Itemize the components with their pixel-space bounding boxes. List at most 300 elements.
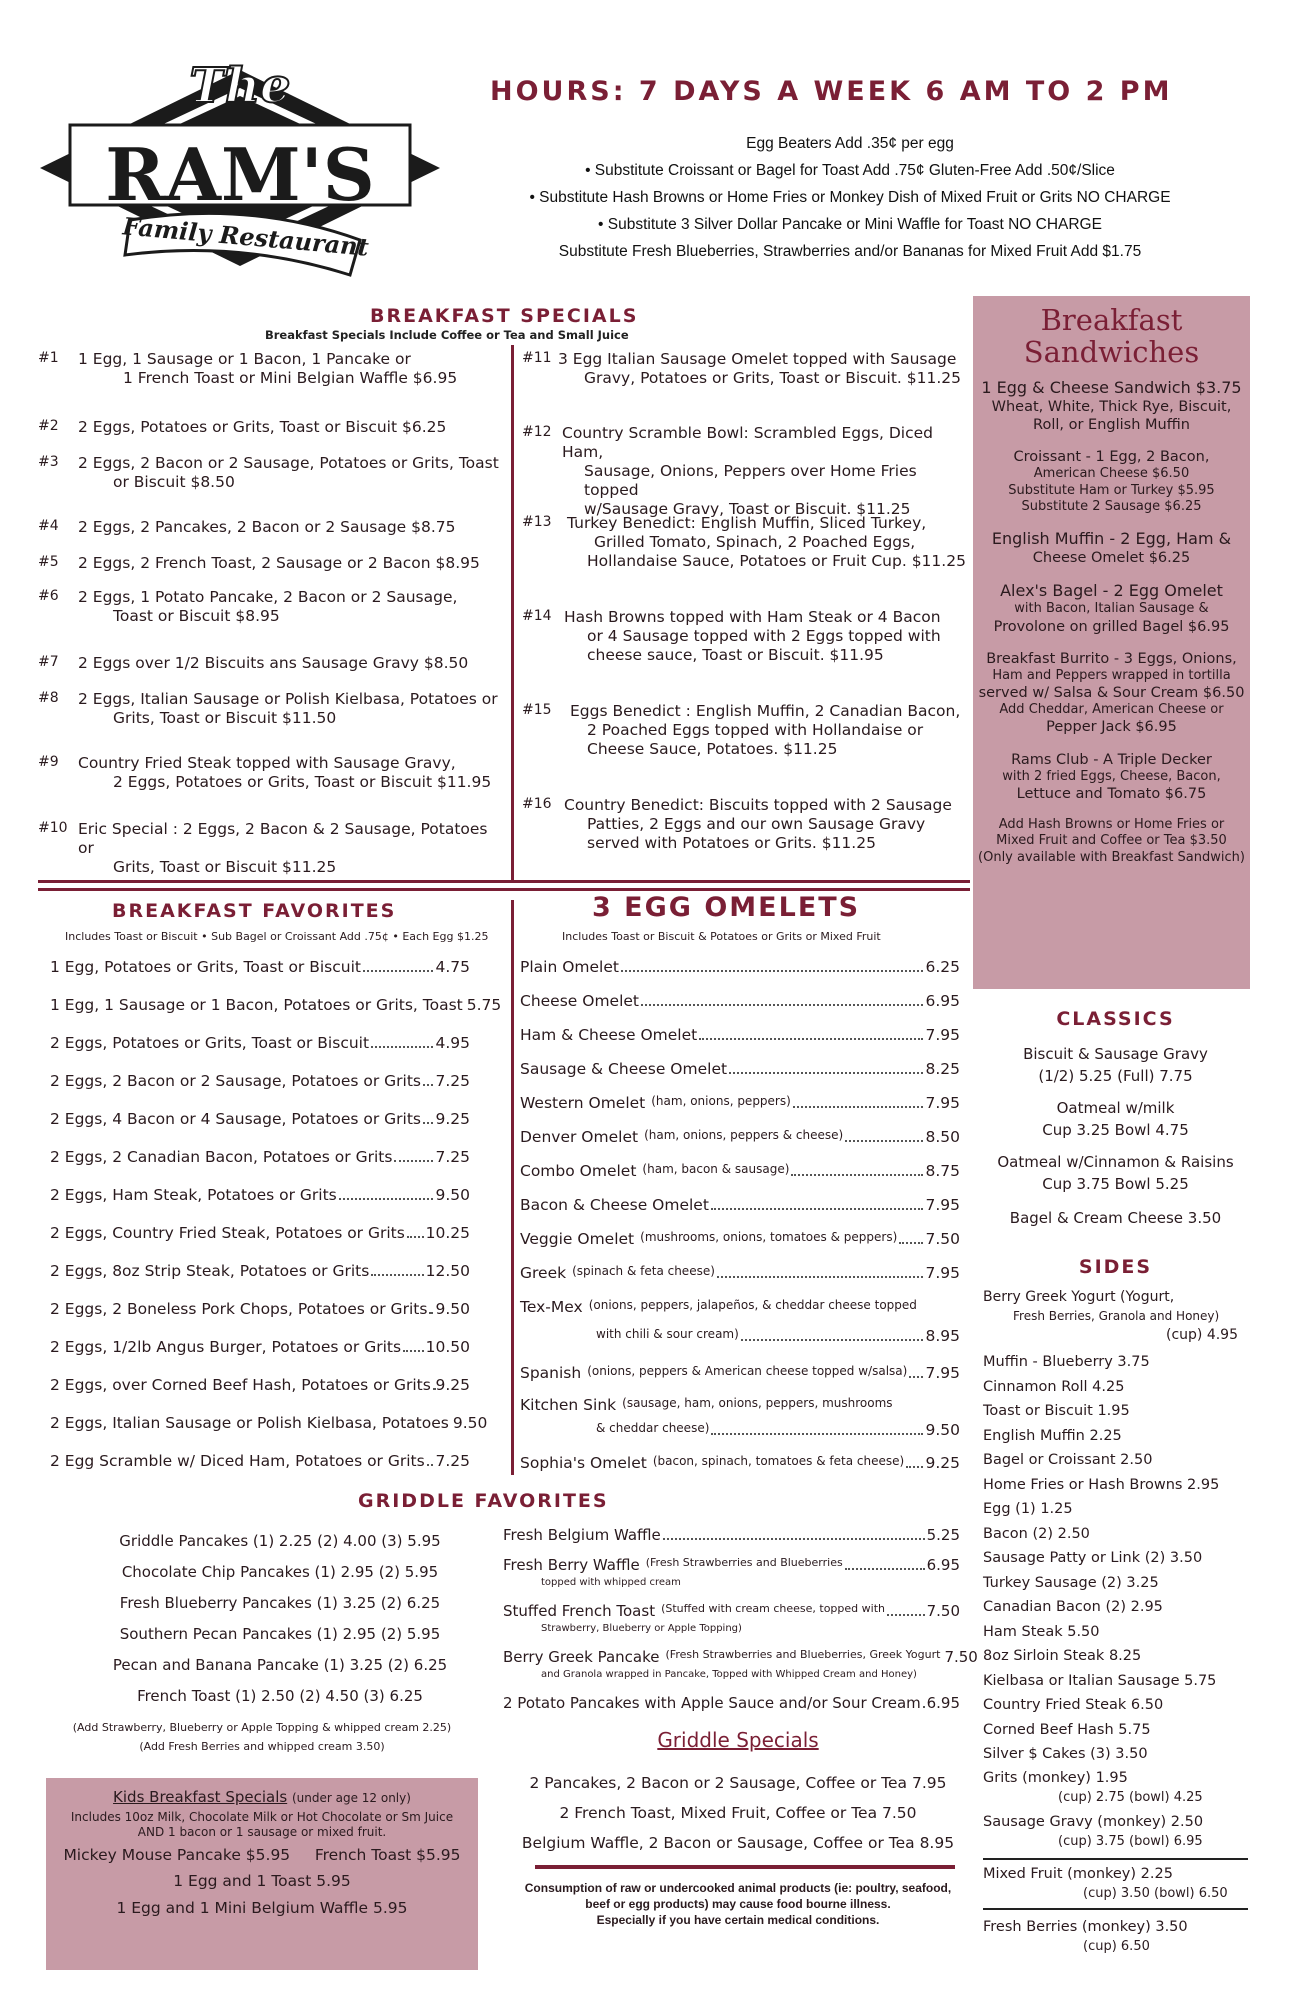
side-item: Corned Beef Hash 5.75 bbox=[983, 1721, 1151, 1738]
side-item: Canadian Bacon (2) 2.95 bbox=[983, 1599, 1163, 1615]
favorite-price: 4.75 bbox=[435, 958, 470, 976]
griddle-price: 5.25 bbox=[926, 1526, 960, 1544]
griddle-row bbox=[503, 1602, 960, 1623]
griddle-line: Pecan and Banana Pancake (1) 3.25 (2) 6.25 bbox=[112, 1656, 448, 1674]
sandwiches-title bbox=[973, 304, 1250, 368]
omelet-name: Greek bbox=[520, 1264, 567, 1282]
special-item bbox=[522, 514, 972, 571]
griddle-price: 7.50 bbox=[926, 1602, 960, 1620]
griddle-desc: Strawberry, Blueberry or Apple Topping) bbox=[541, 1623, 742, 1634]
leader-dots bbox=[371, 1034, 433, 1048]
omelet-row bbox=[520, 1421, 960, 1442]
omelets-title: 3 EGG OMELETS bbox=[592, 892, 861, 923]
favorite-name: 2 Eggs, 1/2lb Angus Burger, Potatoes or Grits bbox=[50, 1338, 402, 1356]
breakfast-specials-title: BREAKFAST SPECIALS bbox=[370, 305, 639, 327]
special-item bbox=[522, 796, 972, 853]
omelet-price: 7.95 bbox=[925, 1196, 960, 1214]
leader-dots bbox=[371, 1262, 423, 1276]
favorites-title: BREAKFAST FAVORITES bbox=[112, 900, 397, 922]
side-item: Toast or Biscuit 1.95 bbox=[983, 1403, 1130, 1419]
special-num: #1 bbox=[38, 350, 59, 366]
special-text: Grilled Tomato, Spinach, 2 Poached Eggs, bbox=[594, 532, 916, 551]
griddle-price: 7.50 bbox=[944, 1648, 978, 1666]
special-num: #6 bbox=[38, 588, 59, 604]
favorite-name: 1 Egg, 1 Sausage or 1 Bacon, Potatoes or Grits, Toast bbox=[50, 996, 463, 1014]
warning-line: Consumption of raw or undercooked animal products (ie: poultry, seafood, bbox=[524, 1881, 952, 1895]
griddle-specials-title: Griddle Specials bbox=[657, 1728, 819, 1752]
center-divider bbox=[511, 900, 514, 1475]
sandwich-line: Substitute Ham or Turkey $5.95 bbox=[1008, 482, 1215, 498]
warning-rule bbox=[535, 1865, 955, 1869]
special-text: 2 Eggs over 1/2 Biscuits ans Sausage Gravy $8.50 bbox=[78, 654, 469, 672]
favorite-price: 5.75 bbox=[466, 996, 502, 1014]
side-item: Kielbasa or Italian Sausage 5.75 bbox=[983, 1672, 1217, 1689]
sandwich-line: (Only available with Breakfast Sandwich) bbox=[978, 849, 1245, 865]
kids-item: Mickey Mouse Pancake $5.95 bbox=[63, 1845, 291, 1864]
leader-dots bbox=[711, 1196, 924, 1210]
sandwich-line: with 2 fried Eggs, Cheese, Bacon, bbox=[1002, 768, 1221, 784]
favorite-item bbox=[50, 1338, 470, 1376]
sandwich-line: Mixed Fruit and Coffee or Tea $3.50 bbox=[996, 833, 1227, 849]
omelet-name: Combo Omelet bbox=[520, 1162, 637, 1180]
omelet-item bbox=[520, 1396, 960, 1454]
sandwich-line: Lettuce and Tomato $6.75 bbox=[1016, 785, 1207, 802]
sides-grits bbox=[983, 1769, 1248, 1807]
leader-dots bbox=[621, 958, 924, 972]
leader-dots bbox=[741, 1327, 924, 1341]
restaurant-logo bbox=[30, 50, 450, 300]
sides-berries bbox=[983, 1918, 1248, 1956]
leader-dots bbox=[699, 1026, 923, 1040]
special-text: or 4 Sausage topped with 2 Eggs topped with bbox=[587, 626, 941, 645]
leader-dots bbox=[429, 1300, 433, 1314]
warning-line: Especially if you have certain medical conditions. bbox=[596, 1913, 880, 1927]
omelet-price: 7.95 bbox=[925, 1264, 960, 1282]
griddle-line: Chocolate Chip Pancakes (1) 2.95 (2) 5.95 bbox=[121, 1563, 439, 1581]
special-item bbox=[522, 702, 972, 759]
sides-line: Mixed Fruit (monkey) 2.25 bbox=[983, 1866, 1173, 1882]
special-num: #10 bbox=[38, 820, 68, 836]
griddle-item bbox=[503, 1648, 978, 1694]
special-text: cheese sauce, Toast or Biscuit. $11.95 bbox=[587, 645, 884, 664]
sides-rule bbox=[983, 1858, 1248, 1860]
omelet-price: 8.25 bbox=[925, 1060, 960, 1078]
special-item bbox=[522, 608, 972, 665]
sandwich-line: Substitute 2 Sausage $6.25 bbox=[1021, 498, 1202, 514]
specials-rule-bottom bbox=[38, 888, 970, 891]
sandwich-line: Alex's Bagel - 2 Egg Omelet bbox=[1000, 581, 1223, 601]
griddle-row bbox=[503, 1556, 960, 1577]
favorite-name: 2 Eggs, 8oz Strip Steak, Potatoes or Grits bbox=[50, 1262, 370, 1280]
warning-line: beef or egg products) may cause food bourne illness. bbox=[585, 1897, 891, 1911]
leader-dots bbox=[363, 958, 434, 972]
logo-the: The bbox=[189, 58, 291, 114]
sides-gravy bbox=[983, 1813, 1248, 1851]
favorite-name: 2 Eggs, 2 Bacon or 2 Sausage, Potatoes or Grits bbox=[50, 1072, 421, 1090]
special-text: 2 Eggs, Potatoes or Grits, Toast or Biscuit $11.95 bbox=[113, 772, 492, 791]
griddle-desc: (Stuffed with cream cheese, topped with bbox=[661, 1602, 885, 1615]
classics-line: Cup 3.25 Bowl 4.75 bbox=[1042, 1121, 1189, 1139]
sandwich-item bbox=[973, 650, 1250, 737]
special-text: Eric Special : 2 Eggs, 2 Bacon & 2 Sausage, Potatoes or bbox=[78, 820, 488, 857]
side-item: Home Fries or Hash Browns 2.95 bbox=[983, 1476, 1220, 1493]
sub-line: • Substitute Hash Browns or Home Fries or Monkey Dish of Mixed Fruit or Grits NO CHARGE bbox=[529, 189, 1171, 206]
griddle-special: Belgium Waffle, 2 Bacon or Sausage, Coffee or Tea 8.95 bbox=[521, 1834, 955, 1852]
special-text: Eggs Benedict : English Muffin, 2 Canadian Bacon, bbox=[570, 702, 961, 720]
special-text: Patties, 2 Eggs and our own Sausage Gravy bbox=[587, 814, 926, 833]
griddle-right bbox=[503, 1526, 978, 1724]
leader-dots bbox=[791, 1162, 923, 1176]
griddle-notes bbox=[46, 1718, 478, 1756]
sandwich-item bbox=[973, 529, 1250, 567]
sandwich-add-note bbox=[973, 817, 1250, 866]
kids-line bbox=[46, 1846, 478, 1865]
favorites-note: Includes Toast or Biscuit • Sub Bagel or Croissant Add .75¢ • Each Egg $1.25 bbox=[65, 930, 489, 943]
omelet-desc: (spinach & feta cheese) bbox=[572, 1264, 715, 1278]
favorite-name: 2 Eggs, Ham Steak, Potatoes or Grits bbox=[50, 1186, 337, 1204]
favorite-item bbox=[50, 1148, 470, 1186]
omelet-price: 8.95 bbox=[925, 1326, 960, 1345]
kids-item: 1 Egg and 1 Mini Belgium Waffle 5.95 bbox=[116, 1899, 408, 1918]
classics-line: Oatmeal w/milk bbox=[1056, 1099, 1175, 1117]
kids-note: Includes 10oz Milk, Chocolate Milk or Hot Chocolate or Sm Juice bbox=[70, 1810, 454, 1825]
special-num: #4 bbox=[38, 518, 59, 534]
special-num: #5 bbox=[38, 554, 59, 570]
omelet-item bbox=[520, 1026, 960, 1060]
griddle-left bbox=[80, 1526, 480, 1712]
special-text: 2 Eggs, 2 Bacon or 2 Sausage, Potatoes or Grits, Toast bbox=[78, 454, 499, 472]
omelet-row bbox=[520, 1327, 960, 1348]
special-num: #7 bbox=[38, 654, 59, 670]
sandwich-item bbox=[973, 448, 1250, 515]
favorite-item bbox=[50, 1300, 470, 1338]
omelet-name: Spanish bbox=[520, 1364, 582, 1382]
favorite-item bbox=[50, 1034, 470, 1072]
omelet-name: Plain Omelet bbox=[520, 958, 619, 976]
favorite-item bbox=[50, 1376, 470, 1414]
special-item bbox=[38, 454, 508, 492]
leader-dots bbox=[663, 1526, 925, 1540]
leader-dots bbox=[403, 1338, 424, 1352]
logo-sub: Family Restaurant bbox=[121, 211, 370, 262]
side-item: Egg (1) 1.25 bbox=[983, 1501, 1073, 1517]
omelet-price: 6.25 bbox=[925, 958, 960, 976]
griddle-special: 2 French Toast, Mixed Fruit, Coffee or Tea 7.50 bbox=[559, 1804, 917, 1822]
griddle-desc: topped with whipped cream bbox=[541, 1577, 681, 1588]
hours-heading: HOURS: 7 DAYS A WEEK 6 AM TO 2 PM bbox=[490, 76, 1173, 107]
special-text: 2 Eggs, Potatoes or Grits, Toast or Biscuit $6.25 bbox=[78, 418, 447, 436]
griddle-item bbox=[503, 1526, 960, 1556]
sandwich-line: Provolone on grilled Bagel $6.95 bbox=[993, 618, 1230, 635]
omelet-item bbox=[520, 1230, 960, 1264]
special-text: Toast or Biscuit $8.95 bbox=[113, 606, 280, 625]
sides-line: (cup) 6.50 bbox=[1083, 1939, 1150, 1954]
leader-dots bbox=[906, 1454, 923, 1468]
sandwich-line: 1 Egg & Cheese Sandwich $3.75 bbox=[981, 378, 1242, 397]
special-text: Turkey Benedict: English Muffin, Sliced Turkey, bbox=[567, 514, 927, 532]
leader-dots bbox=[641, 992, 923, 1006]
favorite-price: 10.50 bbox=[425, 1338, 470, 1356]
griddle-row bbox=[503, 1648, 978, 1669]
sides-rule bbox=[983, 1908, 1248, 1910]
griddle-desc: (Fresh Strawberries and Blueberries bbox=[645, 1556, 843, 1569]
special-text: Grits, Toast or Biscuit $11.25 bbox=[113, 857, 337, 876]
omelet-name: Kitchen Sink bbox=[520, 1396, 617, 1414]
sub-line: • Substitute Croissant or Bagel for Toast Add .75¢ Gluten-Free Add .50¢/Slice bbox=[585, 162, 1115, 179]
classics-line: Oatmeal w/Cinnamon & Raisins bbox=[997, 1153, 1234, 1171]
side-item: 8oz Sirloin Steak 8.25 bbox=[983, 1648, 1142, 1664]
special-num: #16 bbox=[522, 796, 552, 812]
special-item bbox=[38, 350, 508, 388]
sides-line: Grits (monkey) 1.95 bbox=[983, 1770, 1128, 1786]
sub-line: Substitute Fresh Blueberries, Strawberries and/or Bananas for Mixed Fruit Add $1.75 bbox=[558, 243, 1142, 260]
sides-fruit bbox=[983, 1865, 1248, 1903]
sandwich-item bbox=[973, 751, 1250, 804]
favorite-name: 2 Eggs, 2 Canadian Bacon, Potatoes or Grits bbox=[50, 1148, 393, 1166]
leader-dots bbox=[729, 1060, 923, 1074]
omelet-price: 6.95 bbox=[925, 992, 960, 1010]
classics-title: CLASSICS bbox=[1056, 1008, 1175, 1030]
omelet-name: Western Omelet bbox=[520, 1094, 646, 1112]
favorite-price: 9.50 bbox=[435, 1186, 470, 1204]
omelet-desc: (onions, peppers, jalapeños, & cheddar cheese topped bbox=[588, 1298, 917, 1312]
special-text: or Biscuit $8.50 bbox=[113, 472, 235, 491]
special-num: #15 bbox=[522, 702, 552, 718]
favorite-price: 10.25 bbox=[425, 1224, 470, 1242]
griddle-row bbox=[503, 1694, 960, 1715]
special-item bbox=[38, 754, 508, 792]
side-item: Sausage Patty or Link (2) 3.50 bbox=[983, 1550, 1203, 1566]
special-item bbox=[38, 654, 508, 673]
omelet-price: 7.95 bbox=[925, 1364, 960, 1382]
griddle-specials-list bbox=[505, 1768, 971, 1858]
omelet-row bbox=[520, 1396, 960, 1415]
breakfast-specials-note: Breakfast Specials Include Coffee or Tea and Small Juice bbox=[265, 328, 629, 342]
omelet-item bbox=[520, 1060, 960, 1094]
kids-title-row bbox=[46, 1788, 478, 1806]
omelet-name: Veggie Omelet bbox=[520, 1230, 635, 1248]
favorite-item bbox=[50, 1186, 470, 1224]
omelet-desc: with chili & sour cream) bbox=[596, 1326, 739, 1341]
sandwich-line: Roll, or English Muffin bbox=[1033, 417, 1190, 434]
omelet-desc: (onions, peppers & American cheese topped w/salsa) bbox=[587, 1364, 908, 1378]
leader-dots bbox=[845, 1128, 923, 1142]
favorite-name: 2 Egg Scramble w/ Diced Ham, Potatoes or Grits bbox=[50, 1452, 425, 1470]
omelet-name: Tex-Mex bbox=[520, 1298, 583, 1316]
classics-list bbox=[983, 1043, 1248, 1229]
omelet-price: 7.50 bbox=[925, 1230, 960, 1248]
omelet-desc: (ham, onions, peppers) bbox=[651, 1094, 791, 1108]
kids-title: Kids Breakfast Specials bbox=[113, 1788, 288, 1806]
classics-line: Bagel & Cream Cheese 3.50 bbox=[1009, 1209, 1222, 1227]
logo-name: RAM'S bbox=[105, 132, 375, 217]
special-num: #3 bbox=[38, 454, 59, 470]
omelet-name: Bacon & Cheese Omelet bbox=[520, 1196, 709, 1214]
omelet-item bbox=[520, 1454, 960, 1486]
side-item: Cinnamon Roll 4.25 bbox=[983, 1378, 1125, 1395]
omelet-price: 8.50 bbox=[925, 1128, 960, 1146]
omelet-name: Cheese Omelet bbox=[520, 992, 640, 1010]
favorite-price: 7.25 bbox=[435, 1452, 470, 1470]
omelet-desc: (sausage, ham, onions, peppers, mushrooms bbox=[622, 1396, 893, 1410]
sides-line: Sausage Gravy (monkey) 2.50 bbox=[983, 1814, 1204, 1830]
special-text: Gravy, Potatoes or Grits, Toast or Biscuit. $11.25 bbox=[584, 368, 962, 387]
leader-dots bbox=[717, 1264, 924, 1278]
omelet-desc: (ham, onions, peppers & cheese) bbox=[644, 1128, 844, 1142]
favorite-price: 4.95 bbox=[435, 1034, 470, 1052]
griddle-title: GRIDDLE FAVORITES bbox=[358, 1490, 609, 1512]
sandwich-line: Rams Club - A Triple Decker bbox=[1011, 751, 1212, 768]
sandwich-item bbox=[973, 581, 1250, 635]
griddle-note: (Add Fresh Berries and whipped cream 3.50) bbox=[139, 1740, 385, 1753]
special-text: served with Potatoes or Grits. $11.25 bbox=[587, 833, 876, 852]
special-text: 2 Eggs, 2 French Toast, 2 Sausage or 2 Bacon $8.95 bbox=[78, 554, 480, 572]
sandwich-line: Ham and Peppers wrapped in tortilla bbox=[992, 667, 1231, 683]
griddle-desc: and Granola wrapped in Pancake, Topped with Whipped Cream and Honey) bbox=[541, 1669, 917, 1680]
favorite-name: 2 Eggs, Potatoes or Grits, Toast or Biscuit bbox=[50, 1034, 370, 1052]
omelet-price: 9.50 bbox=[925, 1420, 960, 1439]
leader-dots bbox=[407, 1224, 424, 1238]
sub-line: • Substitute 3 Silver Dollar Pancake or Mini Waffle for Toast NO CHARGE bbox=[598, 216, 1102, 233]
special-item bbox=[38, 690, 508, 728]
griddle-item bbox=[503, 1556, 960, 1602]
omelets-note: Includes Toast or Biscuit & Potatoes or Grits or Mixed Fruit bbox=[562, 930, 881, 943]
leader-dots bbox=[339, 1186, 434, 1200]
side-item: Ham Steak 5.50 bbox=[983, 1623, 1100, 1640]
favorite-price: 7.25 bbox=[435, 1148, 470, 1166]
griddle-name: Fresh Berry Waffle bbox=[503, 1556, 640, 1574]
sides-line: (cup) 2.75 (bowl) 4.25 bbox=[1058, 1790, 1203, 1805]
leader-dots bbox=[423, 1110, 434, 1124]
special-text: 2 Eggs, Italian Sausage or Polish Kielbasa, Potatoes or bbox=[78, 690, 498, 708]
griddle-price: 6.95 bbox=[926, 1556, 960, 1574]
favorite-price: 9.25 bbox=[435, 1376, 470, 1394]
griddle-note: (Add Strawberry, Blueberry or Apple Topping & whipped cream 2.25) bbox=[72, 1721, 452, 1734]
leader-dots bbox=[423, 1072, 434, 1086]
special-text: 3 Egg Italian Sausage Omelet topped with Sausage bbox=[558, 350, 957, 368]
sandwich-line: Wheat, White, Thick Rye, Biscuit, bbox=[991, 399, 1232, 415]
favorite-item bbox=[50, 1072, 470, 1110]
griddle-name: Berry Greek Pancake bbox=[503, 1648, 660, 1666]
leader-dots bbox=[887, 1602, 925, 1616]
special-item bbox=[38, 588, 508, 626]
griddle-line: French Toast (1) 2.50 (2) 4.50 (3) 6.25 bbox=[137, 1687, 423, 1705]
omelet-item bbox=[520, 1264, 960, 1298]
sub-line: Egg Beaters Add .35¢ per egg bbox=[746, 135, 954, 152]
sandwich-line: Cheese Omelet $6.25 bbox=[1032, 550, 1191, 567]
griddle-price: 6.95 bbox=[926, 1694, 960, 1712]
special-text: Country Fried Steak topped with Sausage Gravy, bbox=[78, 754, 456, 772]
kids-item: French Toast $5.95 bbox=[314, 1845, 461, 1864]
sandwich-item bbox=[973, 378, 1250, 434]
side-item: Country Fried Steak 6.50 bbox=[983, 1697, 1164, 1713]
kids-specials-box bbox=[46, 1778, 478, 1970]
specials-divider bbox=[511, 345, 514, 880]
special-text: Cheese Sauce, Potatoes. $11.25 bbox=[587, 739, 838, 758]
leader-dots bbox=[899, 1230, 923, 1244]
omelet-item bbox=[520, 1364, 960, 1396]
special-num: #14 bbox=[522, 608, 552, 624]
favorites-list bbox=[50, 958, 502, 1490]
griddle-line: Southern Pecan Pancakes (1) 2.95 (2) 5.95 bbox=[119, 1625, 441, 1643]
specials-rule-top bbox=[38, 880, 970, 883]
special-item bbox=[38, 418, 508, 437]
omelet-name: Ham & Cheese Omelet bbox=[520, 1026, 698, 1044]
favorite-name: 2 Eggs, Country Fried Steak, Potatoes or Grits bbox=[50, 1224, 405, 1242]
sandwich-line: Breakfast Burrito - 3 Eggs, Onions, bbox=[986, 650, 1237, 667]
leader-dots bbox=[923, 1694, 925, 1708]
sides-line: Fresh Berries (monkey) 3.50 bbox=[983, 1919, 1188, 1935]
special-text: Hash Browns topped with Ham Steak or 4 Bacon bbox=[564, 608, 941, 626]
omelet-price: 7.95 bbox=[925, 1094, 960, 1112]
omelet-price: 8.75 bbox=[925, 1162, 960, 1180]
omelet-desc: (ham, bacon & sausage) bbox=[642, 1162, 790, 1176]
griddle-name: Fresh Belgium Waffle bbox=[503, 1526, 661, 1544]
omelet-item bbox=[520, 1298, 960, 1364]
omelet-item bbox=[520, 992, 960, 1026]
sides-line: Berry Greek Yogurt (Yogurt, bbox=[983, 1289, 1175, 1305]
sandwiches-box bbox=[973, 296, 1250, 989]
sides-line: (cup) 3.75 (bowl) 6.95 bbox=[1058, 1834, 1203, 1849]
leader-dots bbox=[845, 1556, 925, 1570]
special-num: #2 bbox=[38, 418, 59, 434]
sandwich-line: English Muffin - 2 Egg, Ham & bbox=[991, 529, 1232, 549]
special-text: 1 Egg, 1 Sausage or 1 Bacon, 1 Pancake or bbox=[78, 350, 411, 368]
special-item bbox=[38, 518, 508, 537]
favorite-price: 9.50 bbox=[435, 1300, 470, 1318]
favorite-price: 12.50 bbox=[425, 1262, 470, 1280]
sandwich-line: Add Cheddar, American Cheese or bbox=[999, 702, 1224, 718]
side-item: Muffin - Blueberry 3.75 bbox=[983, 1354, 1150, 1370]
sides-yogurt bbox=[983, 1288, 1248, 1345]
favorite-price: 9.50 bbox=[452, 1414, 488, 1432]
special-num: #8 bbox=[38, 690, 59, 706]
leader-dots bbox=[394, 1148, 433, 1162]
favorite-item bbox=[50, 958, 470, 996]
kids-item: 1 Egg and 1 Toast 5.95 bbox=[173, 1872, 351, 1891]
leader-dots bbox=[433, 1376, 434, 1390]
griddle-item bbox=[503, 1602, 960, 1648]
griddle-line: Griddle Pancakes (1) 2.25 (2) 4.00 (3) 5.95 bbox=[119, 1532, 441, 1550]
favorite-price: 9.25 bbox=[435, 1110, 470, 1128]
sandwich-line: American Cheese $6.50 bbox=[1033, 466, 1190, 482]
special-num: #13 bbox=[522, 514, 552, 530]
leader-dots bbox=[427, 1452, 434, 1466]
logo-graphic bbox=[30, 50, 450, 300]
omelet-item bbox=[520, 1196, 960, 1230]
side-item: Bacon (2) 2.50 bbox=[983, 1525, 1090, 1542]
favorite-item bbox=[50, 1262, 470, 1300]
leader-dots bbox=[909, 1364, 923, 1378]
omelet-price: 9.25 bbox=[925, 1454, 960, 1472]
special-num: #9 bbox=[38, 754, 59, 770]
griddle-item bbox=[503, 1694, 960, 1724]
special-text: Grits, Toast or Biscuit $11.50 bbox=[113, 708, 337, 727]
sides-line: Fresh Berries, Granola and Honey) bbox=[1013, 1309, 1220, 1323]
special-text: Country Scramble Bowl: Scrambled Eggs, Diced Ham, bbox=[562, 424, 934, 461]
sides-list bbox=[983, 1350, 1248, 1767]
favorite-item bbox=[50, 1452, 470, 1490]
side-item: Bagel or Croissant 2.50 bbox=[983, 1452, 1153, 1468]
special-text: Hollandaise Sauce, Potatoes or Fruit Cup. $11.25 bbox=[587, 551, 966, 570]
omelets-list bbox=[520, 958, 960, 1486]
favorite-item bbox=[50, 1110, 470, 1148]
favorite-price: 7.25 bbox=[435, 1072, 470, 1090]
leader-dots bbox=[711, 1421, 923, 1435]
classics-line: Cup 3.75 Bowl 5.25 bbox=[1042, 1175, 1189, 1193]
omelet-item bbox=[520, 1162, 960, 1196]
special-num: #12 bbox=[522, 424, 552, 440]
